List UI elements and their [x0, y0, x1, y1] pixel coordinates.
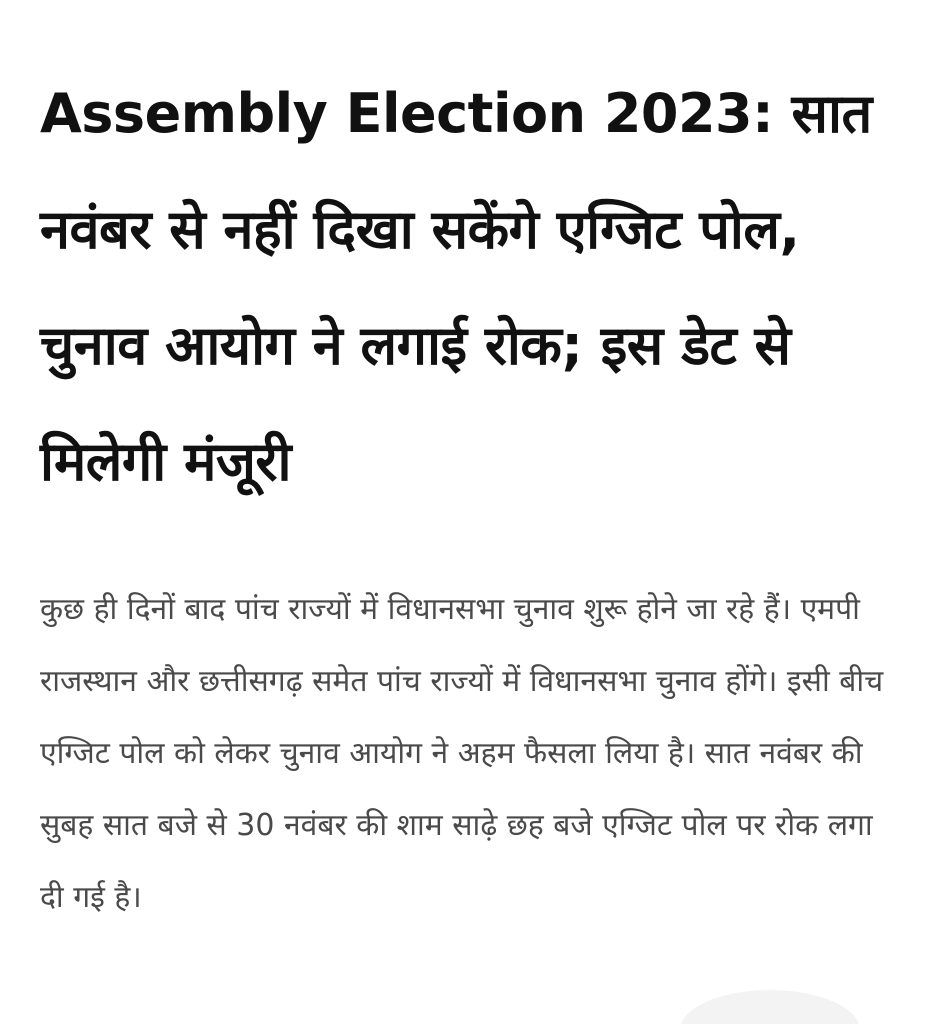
- article-summary: कुछ ही दिनों बाद पांच राज्यों में विधानसभा चुनाव शुरू होने जा रहे हैं। एमपी राजस्थान और छत्तीसगढ़ समेत पांच राज्यों में विधानसभा चुनाव होंगे। इसी बीच एग्जिट पोल को लेकर चुनाव आयोग ने अहम फैसला लिया है। सात नवंबर की सुबह सात बजे से 30 नवंबर की शाम साढ़े छह बजे एग्जिट पोल पर रोक लगा दी गई है।: [40, 592, 884, 915]
- article-headline: Assembly Election 2023: सात नवंबर से नहीं दिखा सकेंगे एग्जिट पोल, चुनाव आयोग ने लगाई रोक; इस डेट से मिलेगी मंजूरी: [40, 82, 872, 493]
- decorative-shape: [680, 990, 860, 1024]
